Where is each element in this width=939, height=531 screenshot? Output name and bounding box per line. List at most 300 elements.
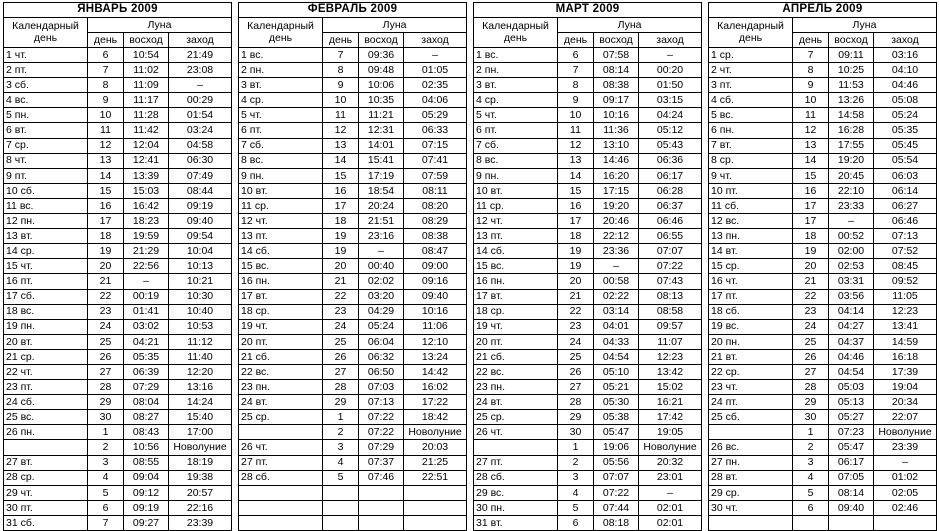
table-row [709,364,937,379]
table-row [709,349,937,364]
moon-day-cell: 28 [88,380,124,395]
moonset-cell: 06:30 [169,153,232,168]
moon-day-cell: 21 [558,289,594,304]
moonrise-cell: 00:52 [829,229,874,244]
moonset-cell: 11:12 [169,334,232,349]
moonrise-cell: 08:18 [594,515,639,530]
moon-day-cell: 28 [558,395,594,410]
moonset-cell: 09:40 [169,214,232,229]
calendar-day-cell: 3 вт. [239,78,323,93]
table-row [709,319,937,334]
moonset-cell: 16:18 [874,349,937,364]
table-row [474,244,702,259]
calendar-day-cell: 15 вс. [239,259,323,274]
moonrise-cell: 04:01 [594,319,639,334]
month-title: МАРТ 2009 [474,3,702,18]
moonset-cell: 11:07 [639,334,702,349]
month-title: ЯНВАРЬ 2009 [4,3,232,18]
table-row [709,500,937,515]
moonrise-cell: 23:33 [829,198,874,213]
moon-day-cell: 22 [793,289,829,304]
moonset-cell: 05:35 [874,123,937,138]
moon-day-cell: 12 [88,138,124,153]
day-header: день [88,33,124,48]
calendar-day-cell: 28 сб. [474,470,558,485]
moon-day-cell: 1 [558,440,594,455]
calendar-day-cell: 11 сб. [709,198,793,213]
moonset-cell: 19:04 [874,380,937,395]
table-row [474,485,702,500]
calendar-day-cell: 17 пт. [709,289,793,304]
moon-day-cell: 15 [88,183,124,198]
moonrise-cell: 05:47 [594,425,639,440]
moonrise-cell: – [829,214,874,229]
moonset-cell: 09:57 [639,319,702,334]
moonrise-cell: 10:54 [124,48,169,63]
table-row [474,440,702,455]
moonrise-cell: 07:03 [359,380,404,395]
calendar-day-cell: 18 вс. [4,304,88,319]
moonset-cell: 07:13 [874,229,937,244]
table-row [474,334,702,349]
moonset-cell: 12:20 [169,364,232,379]
calendar-day-cell: 24 вт. [474,395,558,410]
calendar-day-cell: 18 ср. [474,304,558,319]
moon-day-cell: 5 [793,485,829,500]
moonset-cell: – [639,485,702,500]
calendar-day-cell: 23 пн. [474,380,558,395]
moonset-cell: 07:15 [404,138,467,153]
moonset-cell: 06:14 [874,183,937,198]
moonrise-cell: 11:53 [829,78,874,93]
table-row [4,93,232,108]
moon-day-cell: 18 [323,214,359,229]
moonrise-cell: 09:04 [124,470,169,485]
calendar-day-cell: 1 чт. [4,48,88,63]
table-row [239,198,467,213]
calendar-day-cell [474,440,558,455]
calendar-day-cell: 19 чт. [474,319,558,334]
calendar-day-cell: 2 пт. [4,63,88,78]
table-row [474,123,702,138]
moon-day-cell: 18 [793,229,829,244]
moon-day-cell: 4 [558,485,594,500]
moonrise-cell: 07:07 [594,470,639,485]
table-row [709,108,937,123]
moonset-cell: – [404,48,467,63]
moonset-cell: – [874,455,937,470]
day-header: день [323,33,359,48]
moonrise-cell: 04:14 [829,304,874,319]
moonset-cell: 22:07 [874,410,937,425]
calendar-day-cell: 22 чт. [4,364,88,379]
calendar-day-cell: 20 пт. [239,334,323,349]
table-row [239,455,467,470]
moon-day-cell: 18 [88,229,124,244]
table-row [474,304,702,319]
moonrise-cell: 17:55 [829,138,874,153]
calendar-day-cell: 6 вт. [4,123,88,138]
moonrise-cell: 10:56 [124,440,169,455]
moonrise-cell: 13:26 [829,93,874,108]
moonset-cell: 01:54 [169,108,232,123]
calendar-day-cell: 4 вс. [4,93,88,108]
moonset-cell [404,485,467,500]
moonrise-cell: 05:47 [829,440,874,455]
calendar-day-cell: 9 пн. [239,168,323,183]
table-row [474,183,702,198]
moon-day-cell: 17 [793,198,829,213]
moonrise-cell: 02:00 [829,244,874,259]
moon-day-cell: 11 [558,123,594,138]
moonrise-cell: 04:21 [124,334,169,349]
table-row [709,214,937,229]
calendar-day-cell: 3 сб. [4,78,88,93]
table-row [4,410,232,425]
moon-day-cell: 2 [558,455,594,470]
moonset-cell: 01:02 [874,470,937,485]
table-row [474,289,702,304]
calendar-day-cell: 22 ср. [709,364,793,379]
moon-day-cell: 22 [323,289,359,304]
calendar-day-cell [239,425,323,440]
moonrise-cell: 02:53 [829,259,874,274]
calendar-day-cell: 16 пт. [4,274,88,289]
moonset-cell: 06:33 [404,123,467,138]
moonset-cell: 06:46 [874,214,937,229]
moonset-cell: 04:24 [639,108,702,123]
moon-day-cell: 3 [323,440,359,455]
moonset-cell: 21:25 [404,455,467,470]
moonrise-cell: 09:27 [124,515,169,530]
moonrise-cell: 05:38 [594,410,639,425]
moon-day-cell: 14 [793,153,829,168]
table-row [4,138,232,153]
moon-header: Луна [323,18,467,33]
moon-day-cell: 14 [558,168,594,183]
calendar-day-cell: 8 ср. [709,153,793,168]
calendar-day-cell: 21 вт. [709,349,793,364]
table-row [474,455,702,470]
moon-day-cell: 19 [323,229,359,244]
calendar-day-cell: 31 вт. [474,515,558,530]
table-row [4,440,232,455]
table-row [239,304,467,319]
calendar-day-cell: 17 сб. [4,289,88,304]
moonrise-cell: 09:11 [829,48,874,63]
moon-day-cell: 19 [793,244,829,259]
moonrise-cell: 09:12 [124,485,169,500]
table-row [239,93,467,108]
table-row [4,244,232,259]
moon-day-cell: 18 [558,229,594,244]
moonset-cell: 08:45 [874,259,937,274]
moonset-cell: 09:19 [169,198,232,213]
moonset-cell: 00:20 [639,63,702,78]
moon-day-cell: 7 [323,48,359,63]
moonrise-cell: 07:22 [594,485,639,500]
moonrise-cell: 05:35 [124,349,169,364]
moon-day-cell: 21 [793,274,829,289]
moonset-cell: 10:21 [169,274,232,289]
calendar-day-cell: 23 чт. [709,380,793,395]
moonset-cell: 04:10 [874,63,937,78]
rise-header: восход [594,33,639,48]
table-row [709,334,937,349]
moonrise-cell: 03:02 [124,319,169,334]
moonrise-cell: 05:24 [359,319,404,334]
calendar-day-cell: 3 пт. [709,78,793,93]
moonset-cell: Новолуние [404,425,467,440]
moon-day-cell: 1 [793,425,829,440]
moon-day-cell: 7 [88,63,124,78]
calendar-day-header: Календарный день [709,18,793,48]
moonrise-cell: 21:29 [124,244,169,259]
moonset-cell: 08:20 [404,198,467,213]
calendar-day-cell: 29 чт. [4,485,88,500]
moon-day-cell: 2 [323,425,359,440]
table-row [4,425,232,440]
moon-day-cell: 6 [558,515,594,530]
moonrise-cell: 22:56 [124,259,169,274]
moon-day-cell: 8 [323,63,359,78]
calendar-day-cell: 28 сб. [239,470,323,485]
calendar-day-cell: 21 сб. [474,349,558,364]
moonset-cell: 12:23 [639,349,702,364]
calendar-day-cell: 20 пн. [709,334,793,349]
calendar-day-cell: 25 сб. [709,410,793,425]
calendar-day-cell: 31 сб. [4,515,88,530]
table-row [709,380,937,395]
table-row [4,395,232,410]
calendar-day-cell: 9 чт. [709,168,793,183]
table-row [4,455,232,470]
moonrise-cell: 11:17 [124,93,169,108]
calendar-day-cell [709,425,793,440]
moonrise-cell: 09:40 [829,500,874,515]
moonset-cell: 05:12 [639,123,702,138]
calendar-day-cell: 5 вс. [709,108,793,123]
moonrise-cell: 06:50 [359,364,404,379]
moon-day-cell: 25 [793,334,829,349]
moonset-cell: Новолуние [639,440,702,455]
moonrise-cell: 04:33 [594,334,639,349]
moonset-cell: 08:44 [169,183,232,198]
moonrise-cell: 03:14 [594,304,639,319]
calendar-day-cell: 24 пт. [709,395,793,410]
calendar-day-cell: 12 пн. [4,214,88,229]
table-row [239,274,467,289]
table-row [709,198,937,213]
moonrise-cell: 07:29 [124,380,169,395]
calendar-day-cell: 11 ср. [474,198,558,213]
table-row [474,168,702,183]
table-row [709,304,937,319]
moonrise-cell: 17:19 [359,168,404,183]
calendar-day-cell: 14 сб. [239,244,323,259]
moonset-cell: 08:13 [639,289,702,304]
moonset-cell: 12:10 [404,334,467,349]
table-row [709,168,937,183]
moonset-cell: 02:01 [639,515,702,530]
moon-day-cell: 9 [793,78,829,93]
moon-day-cell: 24 [793,319,829,334]
moon-day-cell: 17 [793,214,829,229]
table-row [4,229,232,244]
calendar-day-cell: 13 пт. [474,229,558,244]
moonrise-cell: 09:48 [359,63,404,78]
moonset-cell: 05:08 [874,93,937,108]
moonrise-cell: 07:13 [359,395,404,410]
moon-day-cell: 10 [323,93,359,108]
moonrise-cell: 20:24 [359,198,404,213]
moonset-cell: 10:16 [404,304,467,319]
month-table [708,2,937,531]
moonset-cell: 01:05 [404,63,467,78]
table-row [239,214,467,229]
moon-day-cell [323,500,359,515]
moonset-cell: 06:03 [874,168,937,183]
moon-day-cell: 8 [558,78,594,93]
moonset-cell: 06:36 [639,153,702,168]
moonset-cell: 10:30 [169,289,232,304]
moon-day-cell: 5 [88,485,124,500]
moonrise-cell: 02:22 [594,289,639,304]
moonrise-cell: 08:04 [124,395,169,410]
moonrise-cell: 14:58 [829,108,874,123]
moonset-cell: 14:24 [169,395,232,410]
calendar-day-cell: 7 сб. [239,138,323,153]
moonrise-cell: 10:16 [594,108,639,123]
moonset-cell: 13:41 [874,319,937,334]
moon-day-cell: 8 [88,78,124,93]
calendar-day-cell: 24 вт. [239,395,323,410]
calendar-day-cell: 9 пн. [474,168,558,183]
moonset-cell: 10:53 [169,319,232,334]
calendar-day-cell: 22 вс. [239,364,323,379]
moonset-cell: 03:15 [639,93,702,108]
moonset-cell [874,515,937,530]
moon-day-cell [793,515,829,530]
moon-day-cell: 17 [558,214,594,229]
moonset-cell: 06:27 [874,198,937,213]
calendar-day-cell: 16 пн. [239,274,323,289]
moon-day-cell: 4 [793,470,829,485]
table-row [239,440,467,455]
moonset-cell: 07:59 [404,168,467,183]
moon-day-cell: 16 [558,198,594,213]
table-row [4,500,232,515]
moon-day-cell: 1 [323,410,359,425]
moon-day-cell: 2 [88,440,124,455]
moonset-cell: 02:01 [639,500,702,515]
moonset-cell: 17:39 [874,364,937,379]
moonrise-cell: 14:46 [594,153,639,168]
moonrise-cell: 07:05 [829,470,874,485]
moonset-cell: 10:40 [169,304,232,319]
moonrise-cell: 08:38 [594,78,639,93]
table-row [239,515,467,530]
moon-day-cell: 20 [88,259,124,274]
moon-day-cell: 17 [323,198,359,213]
moonrise-cell: 05:03 [829,380,874,395]
table-row [474,410,702,425]
calendar-day-cell: 6 пт. [474,123,558,138]
moonset-cell: 23:08 [169,63,232,78]
moonset-cell: 07:07 [639,244,702,259]
moon-day-cell: 21 [88,274,124,289]
calendar-day-cell: 10 вт. [239,183,323,198]
moon-day-cell: 10 [793,93,829,108]
calendar-day-cell: 15 чт. [4,259,88,274]
moon-day-cell: 7 [558,63,594,78]
table-row [4,48,232,63]
moon-day-cell: 3 [558,470,594,485]
moonset-cell: 05:29 [404,108,467,123]
moonset-cell: 16:02 [404,380,467,395]
table-row [239,380,467,395]
calendar-day-cell: 24 сб. [4,395,88,410]
moonset-cell: 02:35 [404,78,467,93]
moonrise-cell: 05:13 [829,395,874,410]
moonrise-cell: 20:45 [829,168,874,183]
moonrise-cell: 08:43 [124,425,169,440]
table-row [709,455,937,470]
moon-day-cell: 19 [323,244,359,259]
calendar-day-cell: 14 вт. [709,244,793,259]
moonset-cell: 09:00 [404,259,467,274]
calendar-day-cell: 23 пт. [4,380,88,395]
moonrise-cell: 00:40 [359,259,404,274]
moonrise-cell [359,485,404,500]
moon-day-cell: 22 [88,289,124,304]
moon-day-cell: 9 [323,78,359,93]
moonset-cell: 08:11 [404,183,467,198]
moonrise-cell: 07:23 [829,425,874,440]
month-title: ФЕВРАЛЬ 2009 [239,3,467,18]
moon-day-cell: 3 [88,455,124,470]
moonset-cell: 07:52 [874,244,937,259]
moon-day-cell: 10 [558,108,594,123]
calendar-day-cell: 25 ср. [239,410,323,425]
calendar-day-cell: 12 чт. [239,214,323,229]
set-header: заход [169,33,232,48]
moon-day-cell: 11 [323,108,359,123]
moonset-cell: 22:16 [169,500,232,515]
table-row [4,515,232,530]
table-row [4,78,232,93]
calendar-day-cell: 8 чт. [4,153,88,168]
moonset-cell: – [169,78,232,93]
calendar-day-cell: 4 ср. [239,93,323,108]
month-title: АПРЕЛЬ 2009 [709,3,937,18]
moon-day-cell: 9 [558,93,594,108]
moonrise-cell: 07:44 [594,500,639,515]
moonset-cell: 03:16 [874,48,937,63]
table-row [709,259,937,274]
moon-day-cell: 24 [323,319,359,334]
table-row [709,485,937,500]
calendar-day-cell: 27 пт. [474,455,558,470]
calendar-day-cell: 27 вт. [4,455,88,470]
calendar-day-cell: 11 ср. [239,198,323,213]
table-row [4,168,232,183]
table-row [239,63,467,78]
table-row [4,349,232,364]
moonset-cell: 17:22 [404,395,467,410]
calendar-day-cell: 14 сб. [474,244,558,259]
table-row [239,123,467,138]
